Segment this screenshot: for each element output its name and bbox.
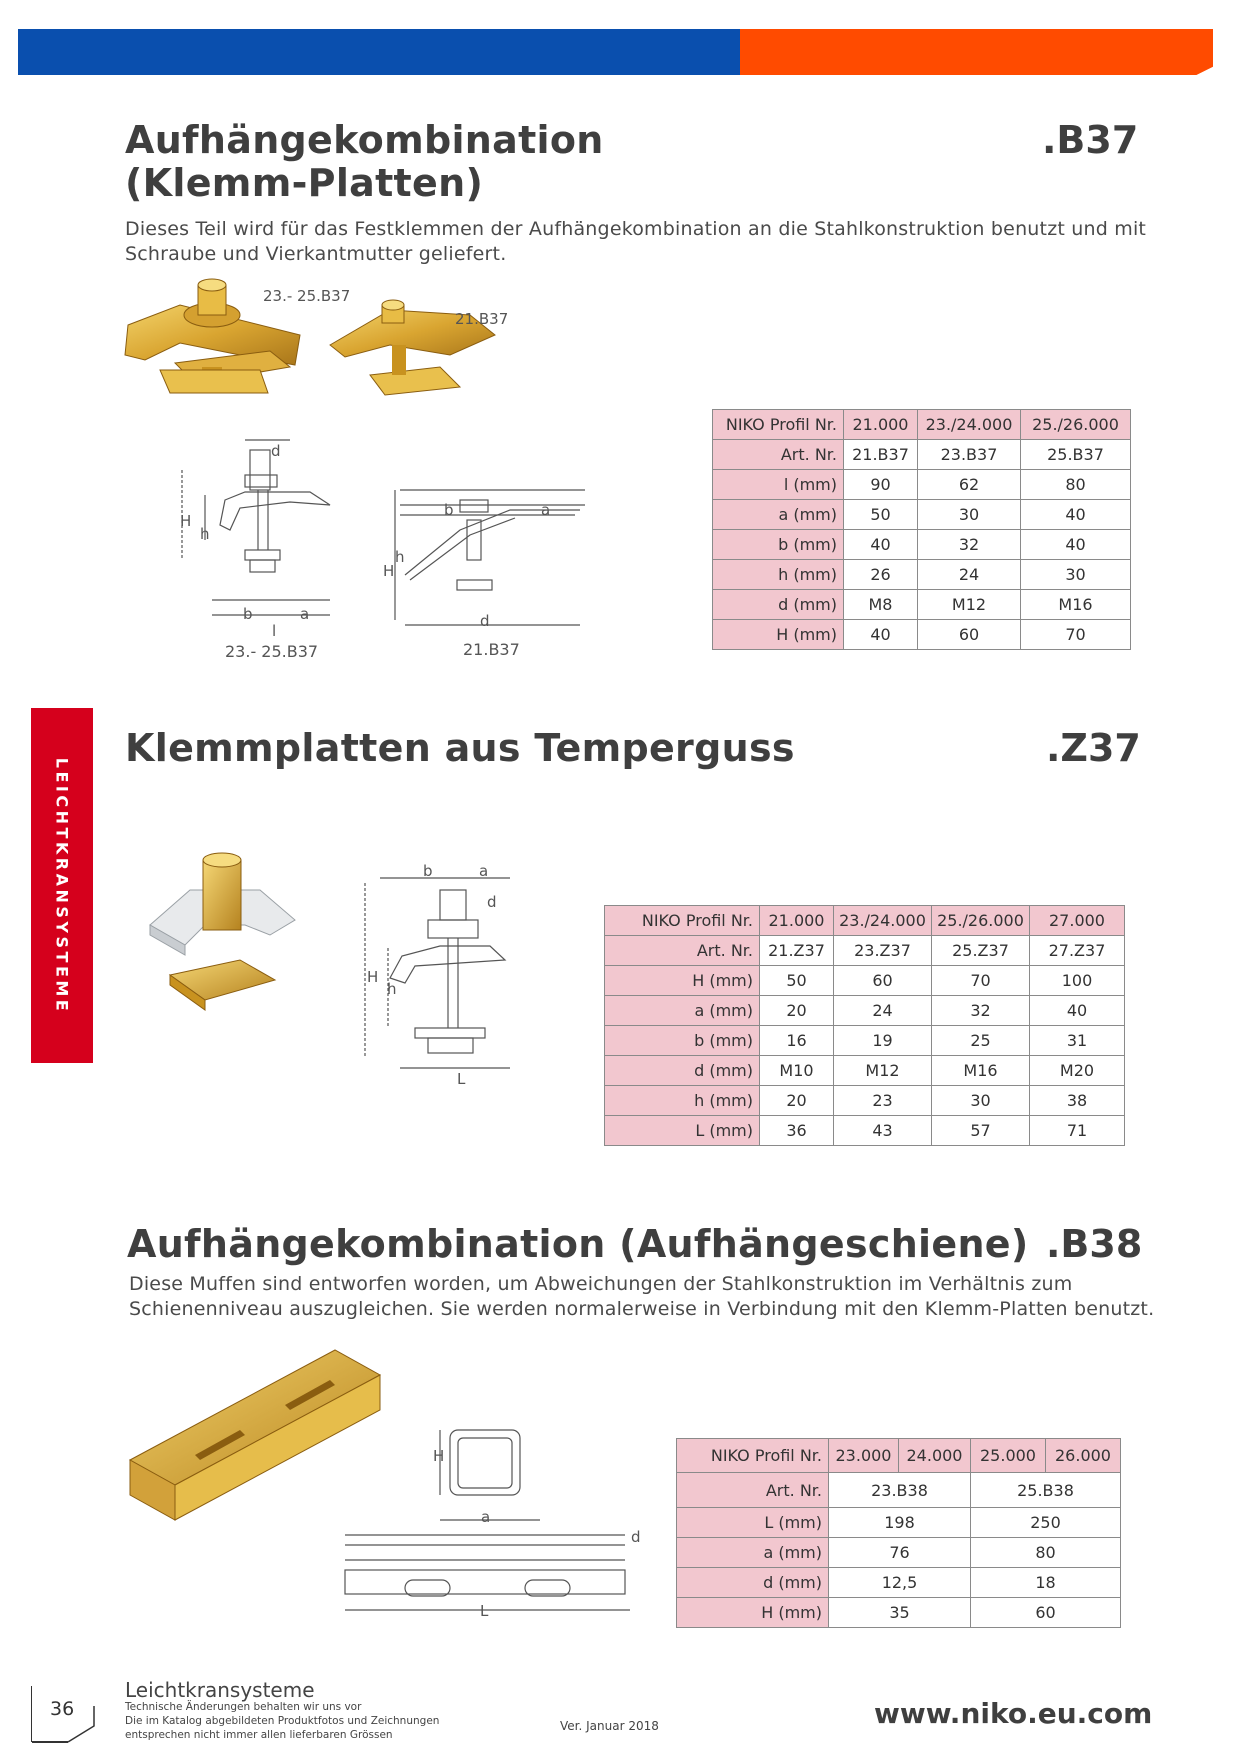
section1-title-line2: (Klemm-Platten) bbox=[125, 161, 484, 205]
table-header-cell: 23.000 bbox=[829, 1439, 899, 1473]
section2-title: Klemmplatten aus Temperguss bbox=[125, 726, 795, 770]
table-cell: 18 bbox=[971, 1568, 1121, 1598]
section3-spec-table bbox=[676, 1438, 1121, 1628]
row-label: Art. Nr. bbox=[605, 936, 760, 966]
table-cell: 50 bbox=[760, 966, 834, 996]
section3-description-line2: Schienenniveau auszugleichen. Sie werden normalerweise in Verbindung mit den Klemm-Platten benutzt. bbox=[129, 1298, 1155, 1320]
row-label: h (mm) bbox=[605, 1086, 760, 1116]
dim-b-3: b bbox=[423, 862, 433, 880]
footer-title: Leichtkransysteme bbox=[125, 1678, 315, 1702]
section3-code: .B38 bbox=[1046, 1222, 1143, 1266]
table-row bbox=[605, 1026, 1125, 1056]
table-cell: 40 bbox=[1021, 530, 1131, 560]
header-color-bar bbox=[18, 29, 1213, 75]
table-cell: 80 bbox=[1021, 470, 1131, 500]
footer-website-link[interactable]: www.niko.eu.com bbox=[874, 1697, 1153, 1730]
section1-spec-table bbox=[712, 409, 1131, 650]
table-cell: 40 bbox=[1030, 996, 1125, 1026]
dim-a-4: a bbox=[481, 1508, 491, 1526]
row-label: H (mm) bbox=[605, 966, 760, 996]
table-header-cell: 26.000 bbox=[1046, 1439, 1121, 1473]
row-label: d (mm) bbox=[605, 1056, 760, 1086]
footer-version: Ver. Januar 2018 bbox=[560, 1719, 659, 1733]
dim-a-2: a bbox=[541, 501, 551, 519]
table-cell: 40 bbox=[844, 530, 918, 560]
table-cell: 20 bbox=[760, 996, 834, 1026]
row-label: b (mm) bbox=[713, 530, 844, 560]
table-row bbox=[677, 1473, 1121, 1508]
dim-h-3: h bbox=[387, 980, 397, 998]
table-row bbox=[713, 590, 1131, 620]
table-cell: 198 bbox=[829, 1508, 971, 1538]
table-header-cell: 21.000 bbox=[760, 906, 834, 936]
table-cell: 60 bbox=[971, 1598, 1121, 1628]
table-cell: 70 bbox=[932, 966, 1030, 996]
dim-H-4: H bbox=[433, 1447, 445, 1465]
table-row bbox=[713, 620, 1131, 650]
section1-drawing-label-2: 21.B37 bbox=[463, 640, 520, 659]
side-tab-label: LEICHTKRANSYSTEME bbox=[52, 757, 72, 1014]
dim-d-2: d bbox=[480, 612, 490, 630]
table-cell: 26 bbox=[844, 560, 918, 590]
table-row bbox=[605, 936, 1125, 966]
row-label: Art. Nr. bbox=[677, 1473, 829, 1508]
footer-note-3: entsprechen nicht immer allen lieferbaren Grössen bbox=[125, 1729, 393, 1741]
table-header-row bbox=[605, 906, 1125, 936]
table-cell: 40 bbox=[844, 620, 918, 650]
table-cell: 62 bbox=[918, 470, 1021, 500]
table-cell: 24 bbox=[918, 560, 1021, 590]
table-header-cell: 25.000 bbox=[971, 1439, 1046, 1473]
table-cell: 71 bbox=[1030, 1116, 1125, 1146]
footer-note-2: Die im Katalog abgebildeten Produktfotos und Zeichnungen bbox=[125, 1715, 440, 1727]
table-row bbox=[677, 1538, 1121, 1568]
table-header-cell: 21.000 bbox=[844, 410, 918, 440]
table-cell: 36 bbox=[760, 1116, 834, 1146]
table-cell: 43 bbox=[834, 1116, 932, 1146]
footer-note-1: Technische Änderungen behalten wir uns vor bbox=[125, 1701, 362, 1713]
table-cell: 25.B37 bbox=[1021, 440, 1131, 470]
table-cell: 25 bbox=[932, 1026, 1030, 1056]
header-bar-orange bbox=[740, 29, 1213, 75]
table-row bbox=[713, 440, 1131, 470]
dim-h-1: h bbox=[200, 525, 210, 543]
table-row bbox=[605, 966, 1125, 996]
table-cell: M16 bbox=[932, 1056, 1030, 1086]
table-row bbox=[713, 560, 1131, 590]
table-cell: 32 bbox=[918, 530, 1021, 560]
row-label: l (mm) bbox=[713, 470, 844, 500]
table-cell: 30 bbox=[932, 1086, 1030, 1116]
table-cell: 16 bbox=[760, 1026, 834, 1056]
row-label: Art. Nr. bbox=[713, 440, 844, 470]
dim-d-3: d bbox=[487, 893, 497, 911]
table-cell: 60 bbox=[918, 620, 1021, 650]
section1-code: .B37 bbox=[1042, 118, 1139, 162]
row-label: a (mm) bbox=[677, 1538, 829, 1568]
table-cell: 80 bbox=[971, 1538, 1121, 1568]
table-cell: 23.Z37 bbox=[834, 936, 932, 966]
table-cell: M20 bbox=[1030, 1056, 1125, 1086]
page-number-box bbox=[31, 1686, 91, 1742]
header-bar-blue bbox=[18, 29, 740, 75]
section1-photo-label-2: 21.B37 bbox=[455, 310, 509, 328]
table-row bbox=[677, 1598, 1121, 1628]
table-header-cell: NIKO Profil Nr. bbox=[713, 410, 844, 440]
side-category-tab bbox=[31, 708, 93, 1063]
row-label: d (mm) bbox=[713, 590, 844, 620]
dim-L-3: L bbox=[457, 1070, 466, 1088]
dim-l-1: l bbox=[272, 622, 277, 640]
table-row bbox=[677, 1568, 1121, 1598]
table-cell: 35 bbox=[829, 1598, 971, 1628]
section1-technical-drawing bbox=[170, 430, 590, 630]
dim-H-2: H bbox=[383, 562, 395, 580]
dim-h-2: h bbox=[395, 548, 405, 566]
dim-a-3: a bbox=[479, 862, 489, 880]
table-header-row bbox=[713, 410, 1131, 440]
table-row bbox=[713, 500, 1131, 530]
row-label: L (mm) bbox=[677, 1508, 829, 1538]
table-header-cell: NIKO Profil Nr. bbox=[605, 906, 760, 936]
table-row bbox=[605, 1086, 1125, 1116]
table-cell: 57 bbox=[932, 1116, 1030, 1146]
row-label: b (mm) bbox=[605, 1026, 760, 1056]
section2-code: .Z37 bbox=[1046, 726, 1141, 770]
table-cell: 21.B37 bbox=[844, 440, 918, 470]
table-cell: 19 bbox=[834, 1026, 932, 1056]
table-cell: 23.B38 bbox=[829, 1473, 971, 1508]
table-header-cell: 25./26.000 bbox=[932, 906, 1030, 936]
table-cell: 30 bbox=[918, 500, 1021, 530]
table-header-cell: 27.000 bbox=[1030, 906, 1125, 936]
section3-technical-drawing bbox=[340, 1420, 650, 1630]
section1-drawing-label-1: 23.- 25.B37 bbox=[225, 642, 319, 661]
table-row bbox=[605, 1056, 1125, 1086]
table-cell: 70 bbox=[1021, 620, 1131, 650]
section2-spec-table bbox=[604, 905, 1125, 1146]
page-number: 36 bbox=[50, 1698, 75, 1720]
table-header-cell: NIKO Profil Nr. bbox=[677, 1439, 829, 1473]
table-cell: 30 bbox=[1021, 560, 1131, 590]
table-cell: 40 bbox=[1021, 500, 1131, 530]
section2-product-photo bbox=[145, 850, 305, 1025]
table-cell: M10 bbox=[760, 1056, 834, 1086]
table-row bbox=[713, 530, 1131, 560]
dim-H-3: H bbox=[367, 968, 379, 986]
table-cell: M16 bbox=[1021, 590, 1131, 620]
row-label: h (mm) bbox=[713, 560, 844, 590]
section1-title-line1: Aufhängekombination bbox=[125, 118, 604, 162]
section1-description-line2: Schraube und Vierkantmutter geliefert. bbox=[125, 243, 507, 265]
table-header-cell: 24.000 bbox=[899, 1439, 971, 1473]
row-label: H (mm) bbox=[677, 1598, 829, 1628]
dim-b-2: b bbox=[444, 501, 454, 519]
table-cell: M8 bbox=[844, 590, 918, 620]
table-row bbox=[713, 470, 1131, 500]
table-cell: 250 bbox=[971, 1508, 1121, 1538]
table-cell: 32 bbox=[932, 996, 1030, 1026]
row-label: a (mm) bbox=[605, 996, 760, 1026]
row-label: H (mm) bbox=[713, 620, 844, 650]
dim-d-4: d bbox=[631, 1528, 641, 1546]
section3-description-line1: Diese Muffen sind entworfen worden, um Abweichungen der Stahlkonstruktion im Verhältnis zum bbox=[129, 1273, 1073, 1295]
section1-description-line1: Dieses Teil wird für das Festklemmen der Aufhängekombination an die Stahlkonstruktion benutzt und mit bbox=[125, 218, 1147, 240]
table-cell: 76 bbox=[829, 1538, 971, 1568]
table-cell: 60 bbox=[834, 966, 932, 996]
table-cell: 90 bbox=[844, 470, 918, 500]
table-header-cell: 23./24.000 bbox=[834, 906, 932, 936]
table-cell: 31 bbox=[1030, 1026, 1125, 1056]
table-cell: 25.Z37 bbox=[932, 936, 1030, 966]
table-cell: 20 bbox=[760, 1086, 834, 1116]
drawing-21 bbox=[395, 490, 585, 625]
table-cell: 25.B38 bbox=[971, 1473, 1121, 1508]
dim-L-4: L bbox=[480, 1602, 489, 1620]
table-row bbox=[605, 996, 1125, 1026]
dim-b-1: b bbox=[243, 605, 253, 623]
dim-H-1: H bbox=[180, 512, 192, 530]
dim-a-1: a bbox=[300, 605, 310, 623]
table-cell: 24 bbox=[834, 996, 932, 1026]
table-cell: M12 bbox=[918, 590, 1021, 620]
table-header-cell: 25./26.000 bbox=[1021, 410, 1131, 440]
table-cell: 12,5 bbox=[829, 1568, 971, 1598]
table-header-row bbox=[677, 1439, 1121, 1473]
row-label: L (mm) bbox=[605, 1116, 760, 1146]
table-cell: 100 bbox=[1030, 966, 1125, 996]
table-cell: 38 bbox=[1030, 1086, 1125, 1116]
table-cell: 23 bbox=[834, 1086, 932, 1116]
table-cell: 21.Z37 bbox=[760, 936, 834, 966]
table-cell: 27.Z37 bbox=[1030, 936, 1125, 966]
section1-photo-label-1: 23.- 25.B37 bbox=[263, 287, 351, 305]
row-label: a (mm) bbox=[713, 500, 844, 530]
dim-d-1: d bbox=[271, 442, 281, 460]
row-label: d (mm) bbox=[677, 1568, 829, 1598]
table-cell: 23.B37 bbox=[918, 440, 1021, 470]
table-row bbox=[605, 1116, 1125, 1146]
table-row bbox=[677, 1508, 1121, 1538]
page-corner-line bbox=[66, 1706, 96, 1744]
table-cell: M12 bbox=[834, 1056, 932, 1086]
table-header-cell: 23./24.000 bbox=[918, 410, 1021, 440]
table-cell: 50 bbox=[844, 500, 918, 530]
section3-title: Aufhängekombination (Aufhängeschiene) bbox=[127, 1222, 1029, 1266]
